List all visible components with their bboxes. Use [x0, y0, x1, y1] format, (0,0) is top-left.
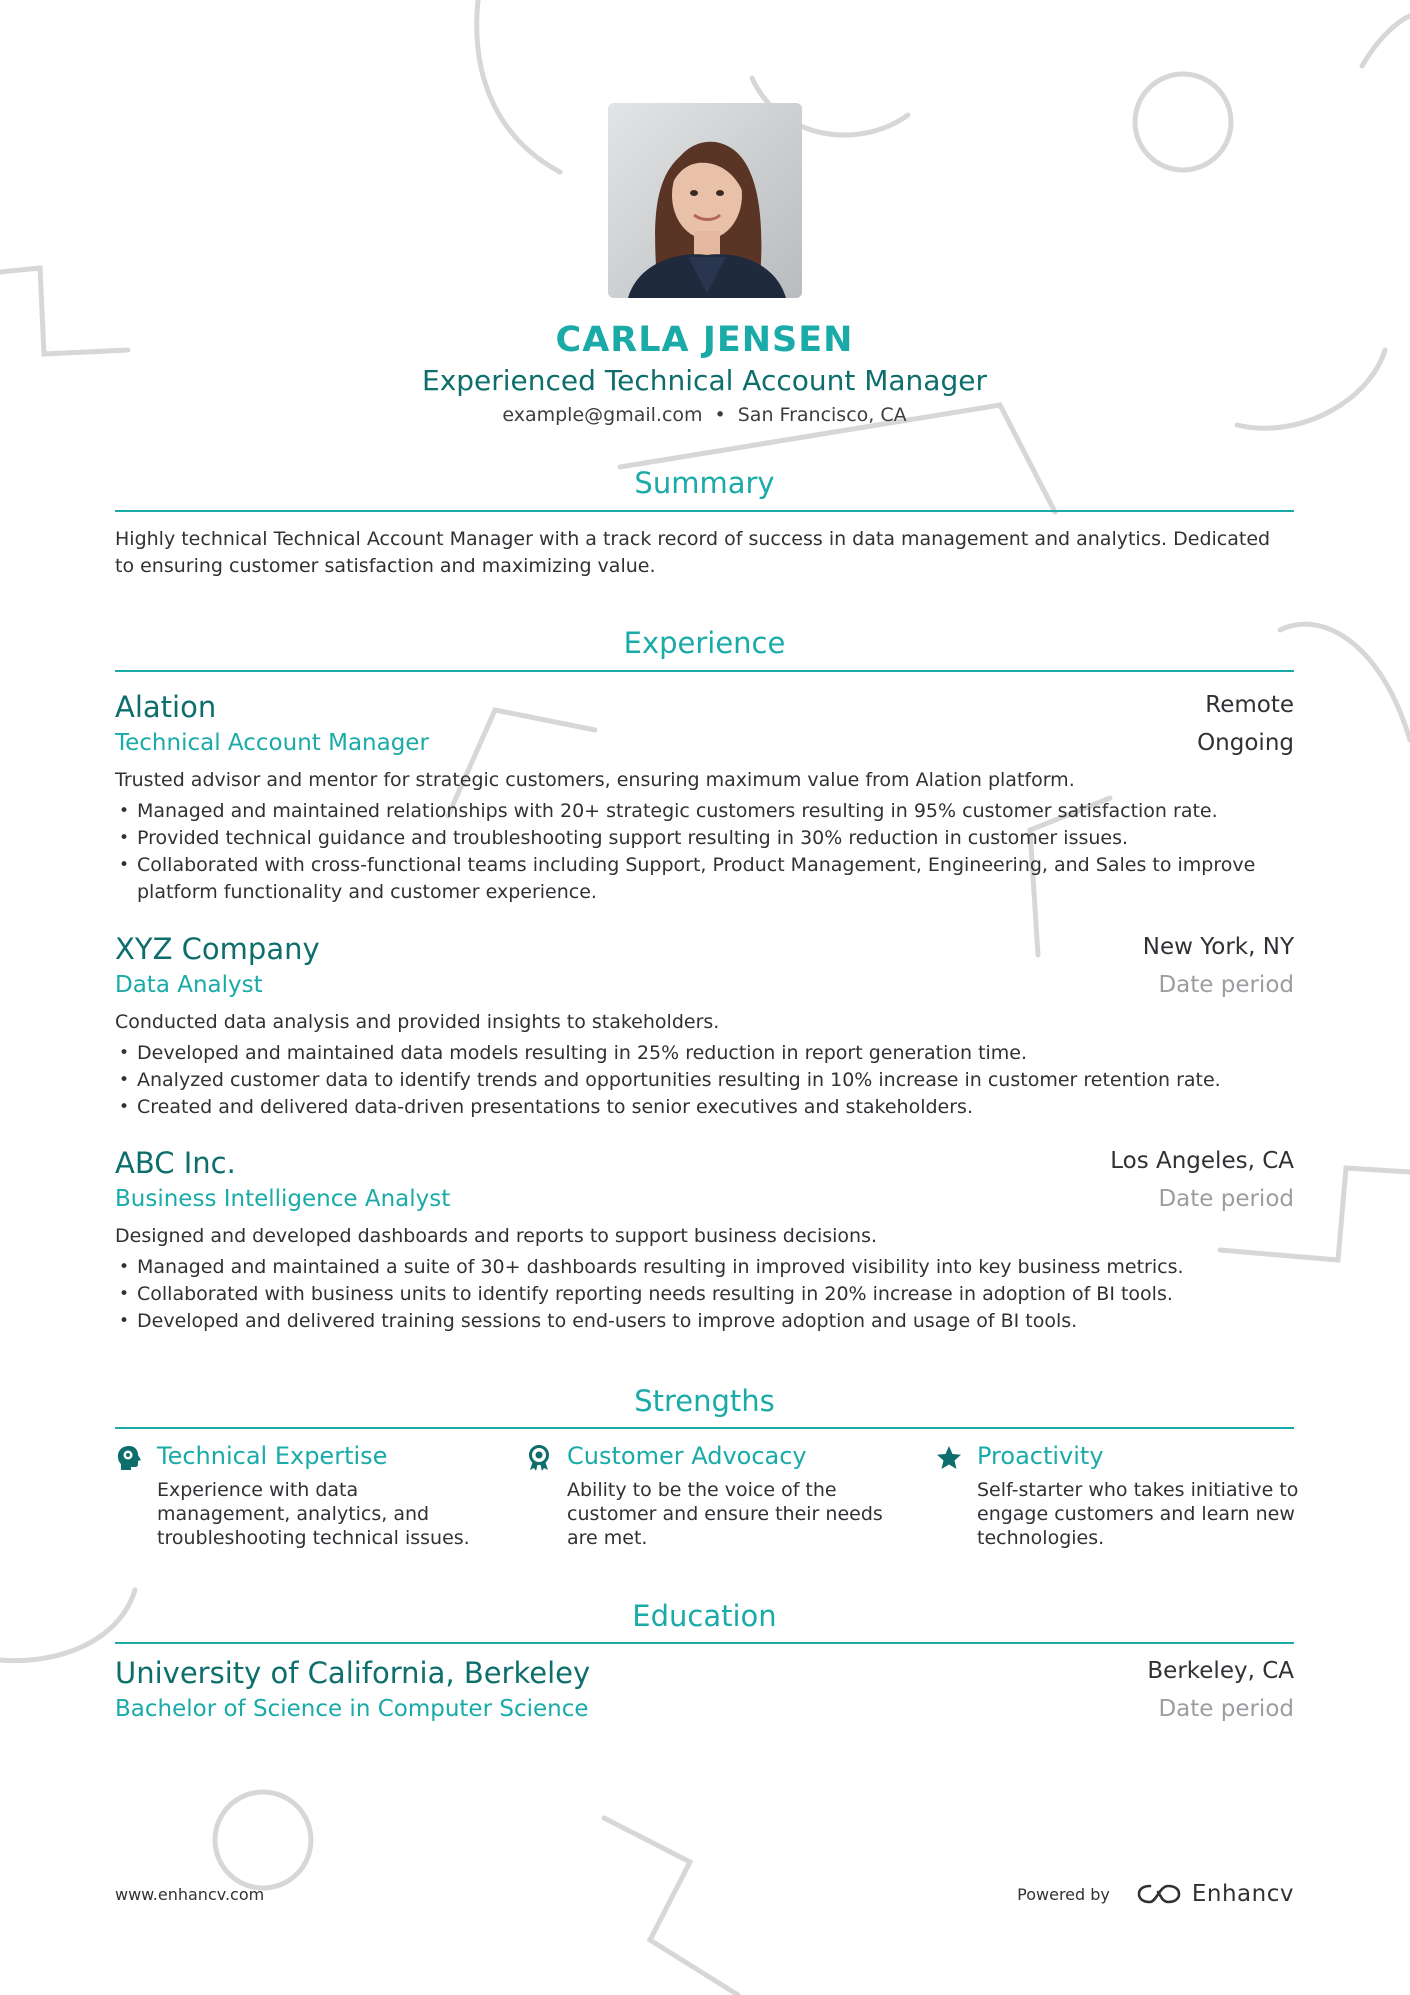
- experience-title: Experience: [623, 626, 786, 660]
- strength-text: Experience with data management, analytics, and troubleshooting technical issues.: [157, 1479, 470, 1549]
- contact-line: [115, 404, 1294, 426]
- job-description: Conducted data analysis and provided insights to stakeholders.: [115, 1011, 720, 1033]
- job-bullet: • Collaborated with business units to identify reporting needs resulting in 20% increase in adoption of BI tools.: [115, 1281, 1294, 1308]
- resume-page: [115, 0, 1299, 1995]
- job-bullets: [115, 1254, 1294, 1335]
- job-bullet: • Created and delivered data-driven presentations to senior executives and stakeholders.: [115, 1094, 1294, 1121]
- experience-divider: [115, 670, 1294, 672]
- education-title: Education: [632, 1599, 777, 1633]
- job-bullet: • Provided technical guidance and troubleshooting support resulting in 30% reduction in customer issues.: [115, 825, 1294, 852]
- job-bullet: • Managed and maintained relationships with 20+ strategic customers resulting in 95% customer satisfaction rate.: [115, 798, 1294, 825]
- education-divider: [115, 1642, 1294, 1644]
- email-text[interactable]: example@gmail.com: [502, 404, 703, 426]
- summary-divider: [115, 510, 1294, 512]
- job-period: Ongoing: [1197, 730, 1294, 756]
- strength-title: Customer Advocacy: [567, 1442, 807, 1470]
- decor-zigzag-left: [0, 268, 128, 354]
- footer-branding: [1017, 1876, 1294, 1912]
- company-name: ABC Inc.: [115, 1146, 236, 1180]
- job-bullet: • Developed and maintained data models resulting in 25% reduction in report generation time.: [115, 1040, 1294, 1067]
- footer-website[interactable]: www.enhancv.com: [115, 1885, 265, 1904]
- company-name: Alation: [115, 690, 217, 724]
- powered-by-text: Powered by: [1017, 1884, 1110, 1904]
- job-role: Business Intelligence Analyst: [115, 1186, 451, 1212]
- decor-arc-mid-right: [1280, 624, 1410, 740]
- school-location: Berkeley, CA: [1147, 1658, 1294, 1684]
- summary-title: Summary: [634, 466, 775, 500]
- job-location: Remote: [1205, 692, 1294, 718]
- company-name: XYZ Company: [115, 932, 320, 966]
- job-bullet: • Developed and delivered training sessions to end-users to improve adoption and usage of BI tools.: [115, 1308, 1294, 1335]
- job-bullet: • Collaborated with cross-functional teams including Support, Product Management, Engineering, and Sales to improve platform functionality and customer experience.: [115, 852, 1294, 906]
- degree-name: Bachelor of Science in Computer Science: [115, 1696, 589, 1722]
- decor-arc-top-right: [1362, 16, 1410, 66]
- job-bullets: [115, 798, 1294, 906]
- strength-text: Self-starter who takes initiative to engage customers and learn new technologies.: [977, 1479, 1299, 1549]
- education-period: Date period: [1158, 1696, 1294, 1722]
- enhancv-logo-icon: [1136, 1881, 1182, 1907]
- school-name: University of California, Berkeley: [115, 1656, 591, 1690]
- job-period: Date period: [1158, 972, 1294, 998]
- profile-photo: [608, 103, 802, 298]
- candidate-headline: Experienced Technical Account Manager: [422, 364, 987, 397]
- job-role: Technical Account Manager: [115, 730, 429, 756]
- brand-name: Enhancv: [1191, 1881, 1294, 1907]
- head-brain-icon: [115, 1444, 143, 1472]
- strength-title: Technical Expertise: [157, 1442, 388, 1470]
- star-icon: [935, 1444, 963, 1472]
- strengths-title: Strengths: [634, 1384, 775, 1418]
- job-description: Designed and developed dashboards and reports to support business decisions.: [115, 1225, 878, 1247]
- strength-title: Proactivity: [977, 1442, 1104, 1470]
- candidate-name: CARLA JENSEN: [555, 320, 854, 360]
- job-role: Data Analyst: [115, 972, 263, 998]
- job-period: Date period: [1158, 1186, 1294, 1212]
- job-description: Trusted advisor and mentor for strategic customers, ensuring maximum value from Alation platform.: [115, 769, 1075, 791]
- contact-separator: •: [714, 404, 726, 426]
- job-bullet: • Analyzed customer data to identify trends and opportunities resulting in 10% increase in customer retention rate.: [115, 1067, 1294, 1094]
- strengths-divider: [115, 1427, 1294, 1429]
- award-ribbon-icon: [525, 1444, 553, 1472]
- job-bullet: • Managed and maintained a suite of 30+ dashboards resulting in improved visibility into key business metrics.: [115, 1254, 1294, 1281]
- job-location: Los Angeles, CA: [1110, 1148, 1294, 1174]
- job-location: New York, NY: [1142, 934, 1294, 960]
- location-text: San Francisco, CA: [737, 404, 907, 426]
- job-bullets: [115, 1040, 1294, 1121]
- strength-text: Ability to be the voice of the customer and ensure their needs are met.: [567, 1479, 883, 1549]
- summary-text: Highly technical Technical Account Manager with a track record of success in data management and analytics. Dedicated to ensuring customer satisfaction and maximizing value.: [115, 528, 1271, 577]
